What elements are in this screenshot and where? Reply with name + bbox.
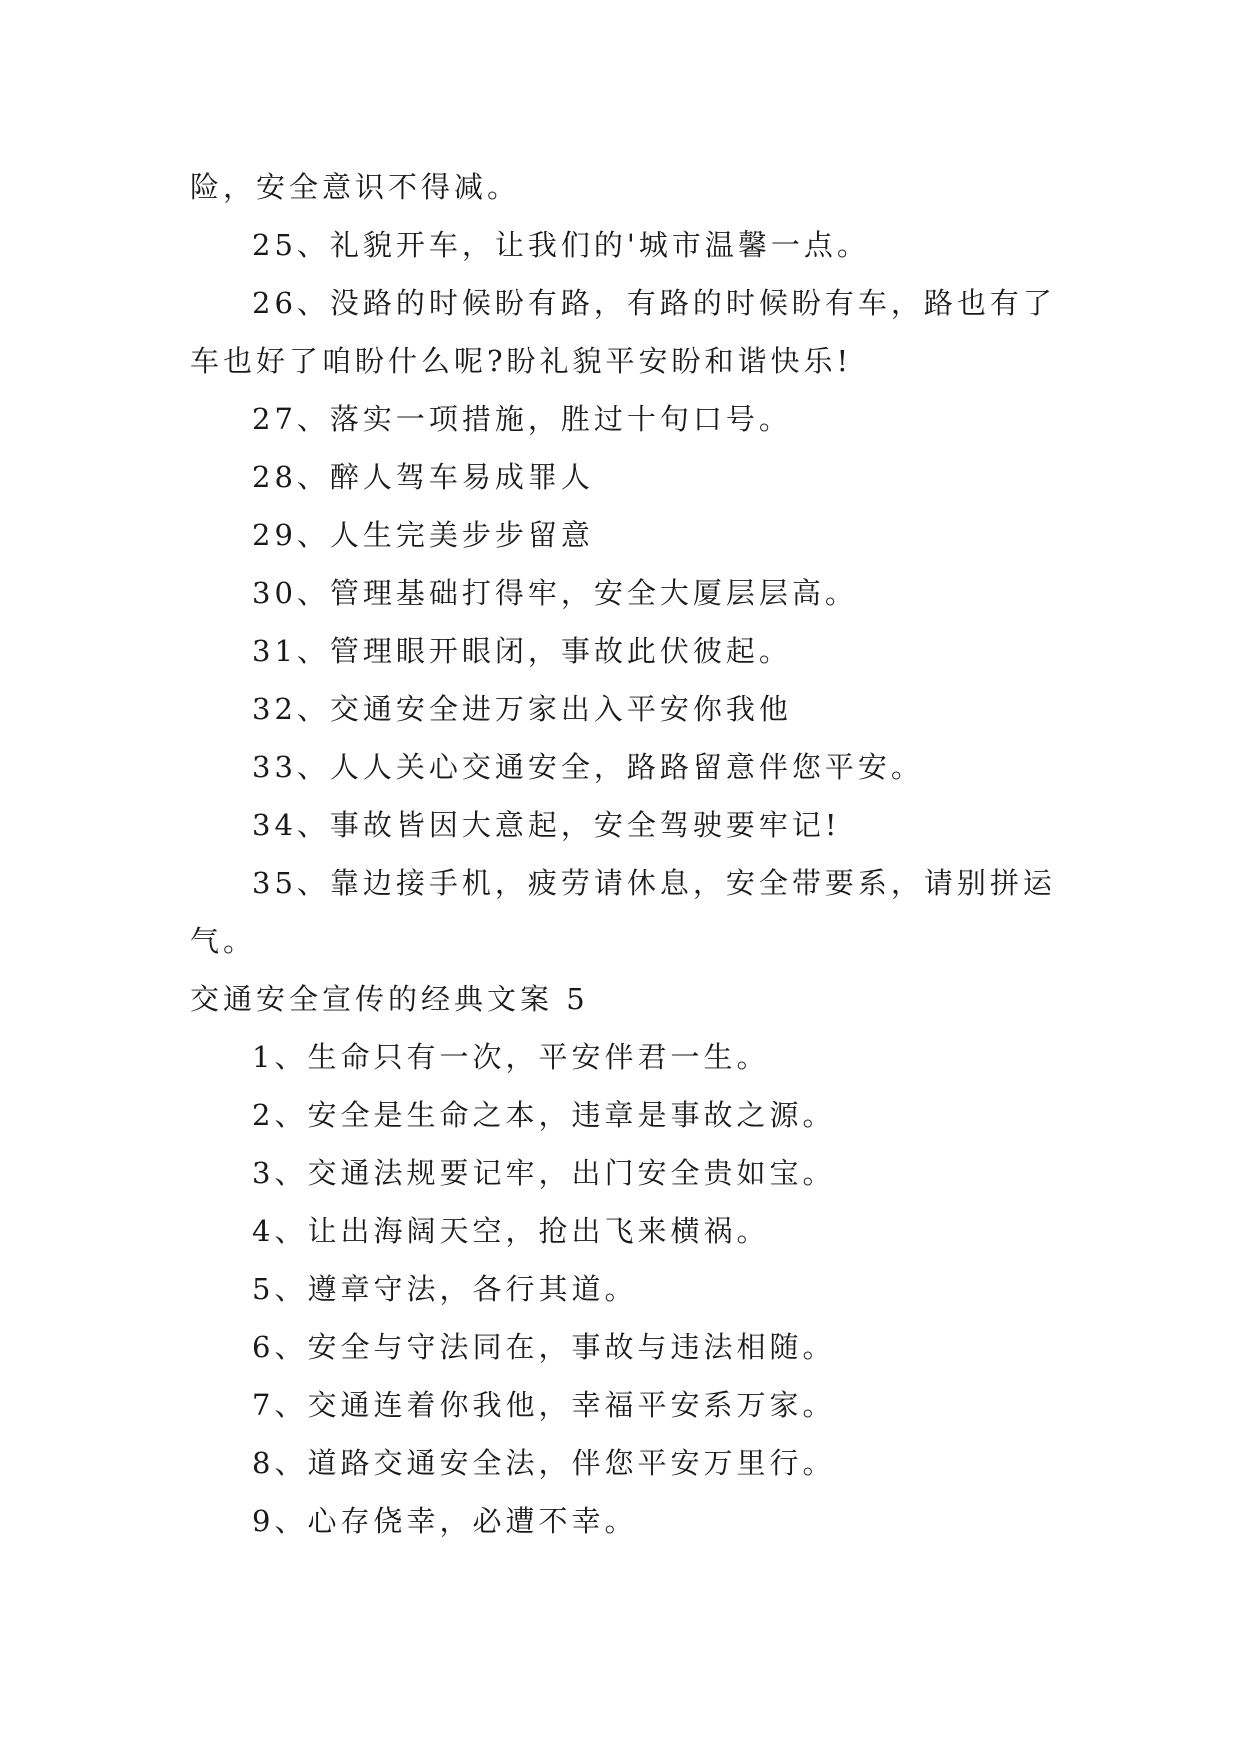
text-line: 气。: [190, 924, 257, 958]
slogan-item-3: 3、交通法规要记牢，出门安全贵如宝。: [252, 1156, 836, 1190]
slogan-item-33: 33、人人关心交通安全，路路留意伴您平安。: [252, 750, 924, 784]
section-heading: 交通安全宣传的经典文案 5: [190, 982, 589, 1016]
slogan-item-31: 31、管理眼开眼闭，事故此伏彼起。: [252, 634, 792, 668]
slogan-item-4: 4、让出海阔天空，抢出飞来横祸。: [252, 1214, 770, 1248]
slogan-item-2: 2、安全是生命之本，违章是事故之源。: [252, 1098, 836, 1132]
text-line: 车也好了咱盼什么呢?盼礼貌平安盼和谐快乐!: [190, 344, 853, 378]
slogan-item-27: 27、落实一项措施，胜过十句口号。: [252, 402, 792, 436]
slogan-item-1: 1、生命只有一次，平安伴君一生。: [252, 1040, 770, 1074]
slogan-item-7: 7、交通连着你我他，幸福平安系万家。: [252, 1388, 836, 1422]
slogan-item-35: 35、靠边接手机，疲劳请休息，安全带要系，请别拼运: [252, 866, 1056, 900]
slogan-item-8: 8、道路交通安全法，伴您平安万里行。: [252, 1446, 836, 1480]
slogan-item-30: 30、管理基础打得牢，安全大厦层层高。: [252, 576, 858, 610]
document-body: [190, 158, 1056, 1550]
slogan-item-6: 6、安全与守法同在，事故与违法相随。: [252, 1330, 836, 1364]
slogan-item-32: 32、交通安全进万家出入平安你我他: [252, 692, 792, 726]
slogan-item-5: 5、遵章守法，各行其道。: [252, 1272, 638, 1306]
slogan-item-9: 9、心存侥幸，必遭不幸。: [252, 1504, 638, 1538]
slogan-item-28: 28、醉人驾车易成罪人: [252, 460, 594, 494]
slogan-item-25: 25、礼貌开车，让我们的'城市温馨一点。: [252, 228, 870, 262]
slogan-item-34: 34、事故皆因大意起，安全驾驶要牢记!: [252, 808, 841, 842]
slogan-item-26: 26、没路的时候盼有路，有路的时候盼有车，路也有了: [252, 286, 1056, 320]
text-line: 险，安全意识不得减。: [190, 170, 521, 204]
slogan-item-29: 29、人生完美步步留意: [252, 518, 594, 552]
